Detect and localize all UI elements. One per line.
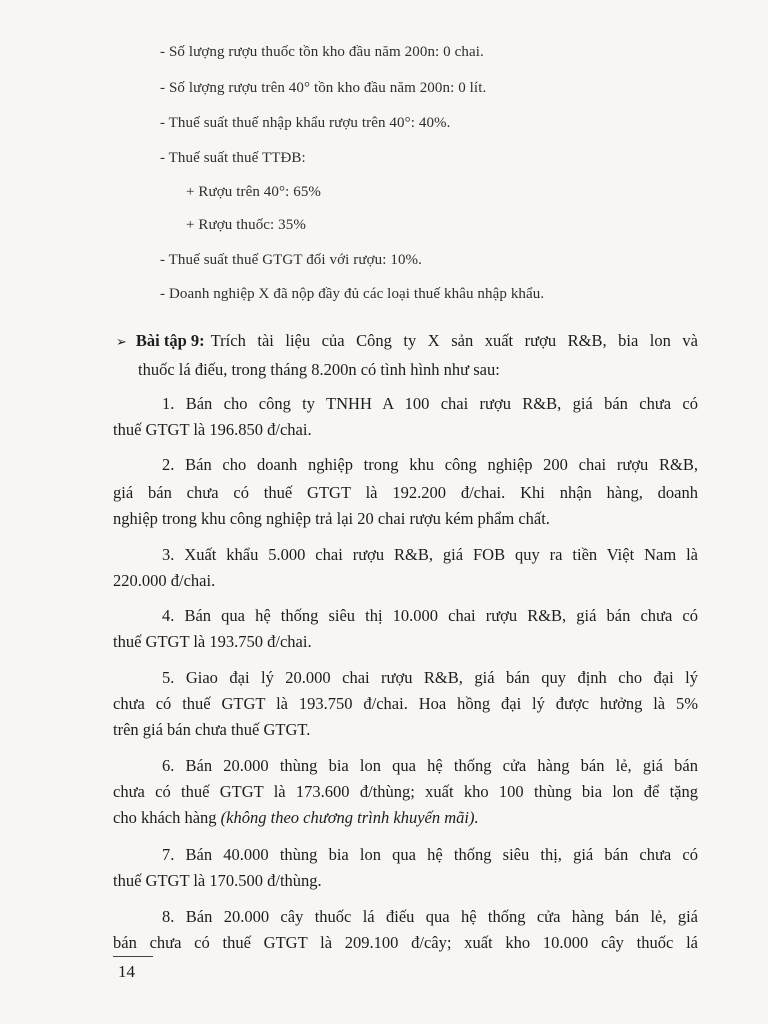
list-item: - Số lượng rượu trên 40° tồn kho đầu năm 200n: 0 lít. (160, 80, 487, 96)
paragraph-4-line: 4. Bán qua hệ thống siêu thị 10.000 chai rượu R&B, giá bán chưa có (162, 606, 698, 625)
page-number: 14 (118, 962, 135, 981)
list-item: - Doanh nghiệp X đã nộp đầy đủ các loại thuế khâu nhập khẩu. (160, 286, 545, 302)
paragraph-6-line: chưa có thuế GTGT là 173.600 đ/thùng; xuất kho 100 thùng bia lon để tặng (113, 782, 698, 801)
paragraph-8-line: bán chưa có thuế GTGT là 209.100 đ/cây; xuất kho 10.000 cây thuốc lá (113, 933, 698, 952)
footer-divider (113, 956, 153, 957)
list-sub-item: + Rượu thuốc: 35% (186, 217, 306, 233)
paragraph-7-line: thuế GTGT là 170.500 đ/thùng. (113, 871, 322, 890)
paragraph-5-line: chưa có thuế GTGT là 193.750 đ/chai. Hoa hồng đại lý được hưởng là 5% (113, 694, 698, 713)
paragraph-8-line: 8. Bán 20.000 cây thuốc lá điếu qua hệ thống cửa hàng bán lẻ, giá (162, 907, 698, 926)
paragraph-2-line: 2. Bán cho doanh nghiệp trong khu công nghiệp 200 chai rượu R&B, (162, 455, 698, 474)
list-item: - Số lượng rượu thuốc tồn kho đầu năm 200n: 0 chai. (160, 44, 484, 60)
paragraph-3-line: 220.000 đ/chai. (113, 571, 216, 590)
paragraph-5-line: 5. Giao đại lý 20.000 chai rượu R&B, giá bán quy định cho đại lý (162, 668, 698, 687)
paragraph-6-note: (không theo chương trình khuyến mãi). (220, 808, 479, 827)
paragraph-5-line: trên giá bán chưa thuế GTGT. (113, 720, 311, 739)
paragraph-6-text: cho khách hàng (113, 808, 221, 827)
exercise-intro: Trích tài liệu của Công ty X sản xuất rượu R&B, bia lon và (210, 331, 698, 350)
exercise-heading (116, 331, 698, 353)
paragraph-3-line: 3. Xuất khẩu 5.000 chai rượu R&B, giá FOB quy ra tiền Việt Nam là (162, 545, 698, 564)
paragraph-6-line: 6. Bán 20.000 thùng bia lon qua hệ thống cửa hàng bán lẻ, giá bán (162, 756, 698, 775)
list-item: - Thuế suất thuế nhập khẩu rượu trên 40°: 40%. (160, 115, 451, 131)
paragraph-1-line: thuế GTGT là 196.850 đ/chai. (113, 420, 312, 439)
paragraph-1-line: 1. Bán cho công ty TNHH A 100 chai rượu R&B, giá bán chưa có (162, 394, 698, 413)
list-sub-item: + Rượu trên 40°: 65% (186, 184, 322, 200)
list-item: - Thuế suất thuế TTĐB: (160, 150, 306, 166)
arrow-bullet-icon: ➢ (116, 334, 127, 349)
list-item: - Thuế suất thuế GTGT đối với rượu: 10%. (160, 252, 422, 268)
paragraph-6-line (113, 808, 479, 828)
paragraph-2-line: nghiệp trong khu công nghiệp trả lại 20 chai rượu kém phẩm chất. (113, 509, 550, 528)
exercise-title: Bài tập 9: (135, 331, 205, 350)
paragraph-4-line: thuế GTGT là 193.750 đ/chai. (113, 632, 312, 651)
exercise-intro-cont: thuốc lá điếu, trong tháng 8.200n có tình hình như sau: (138, 360, 500, 379)
paragraph-2-line: giá bán chưa có thuế GTGT là 192.200 đ/chai. Khi nhận hàng, doanh (113, 483, 698, 502)
paragraph-7-line: 7. Bán 40.000 thùng bia lon qua hệ thống siêu thị, giá bán chưa có (162, 845, 698, 864)
